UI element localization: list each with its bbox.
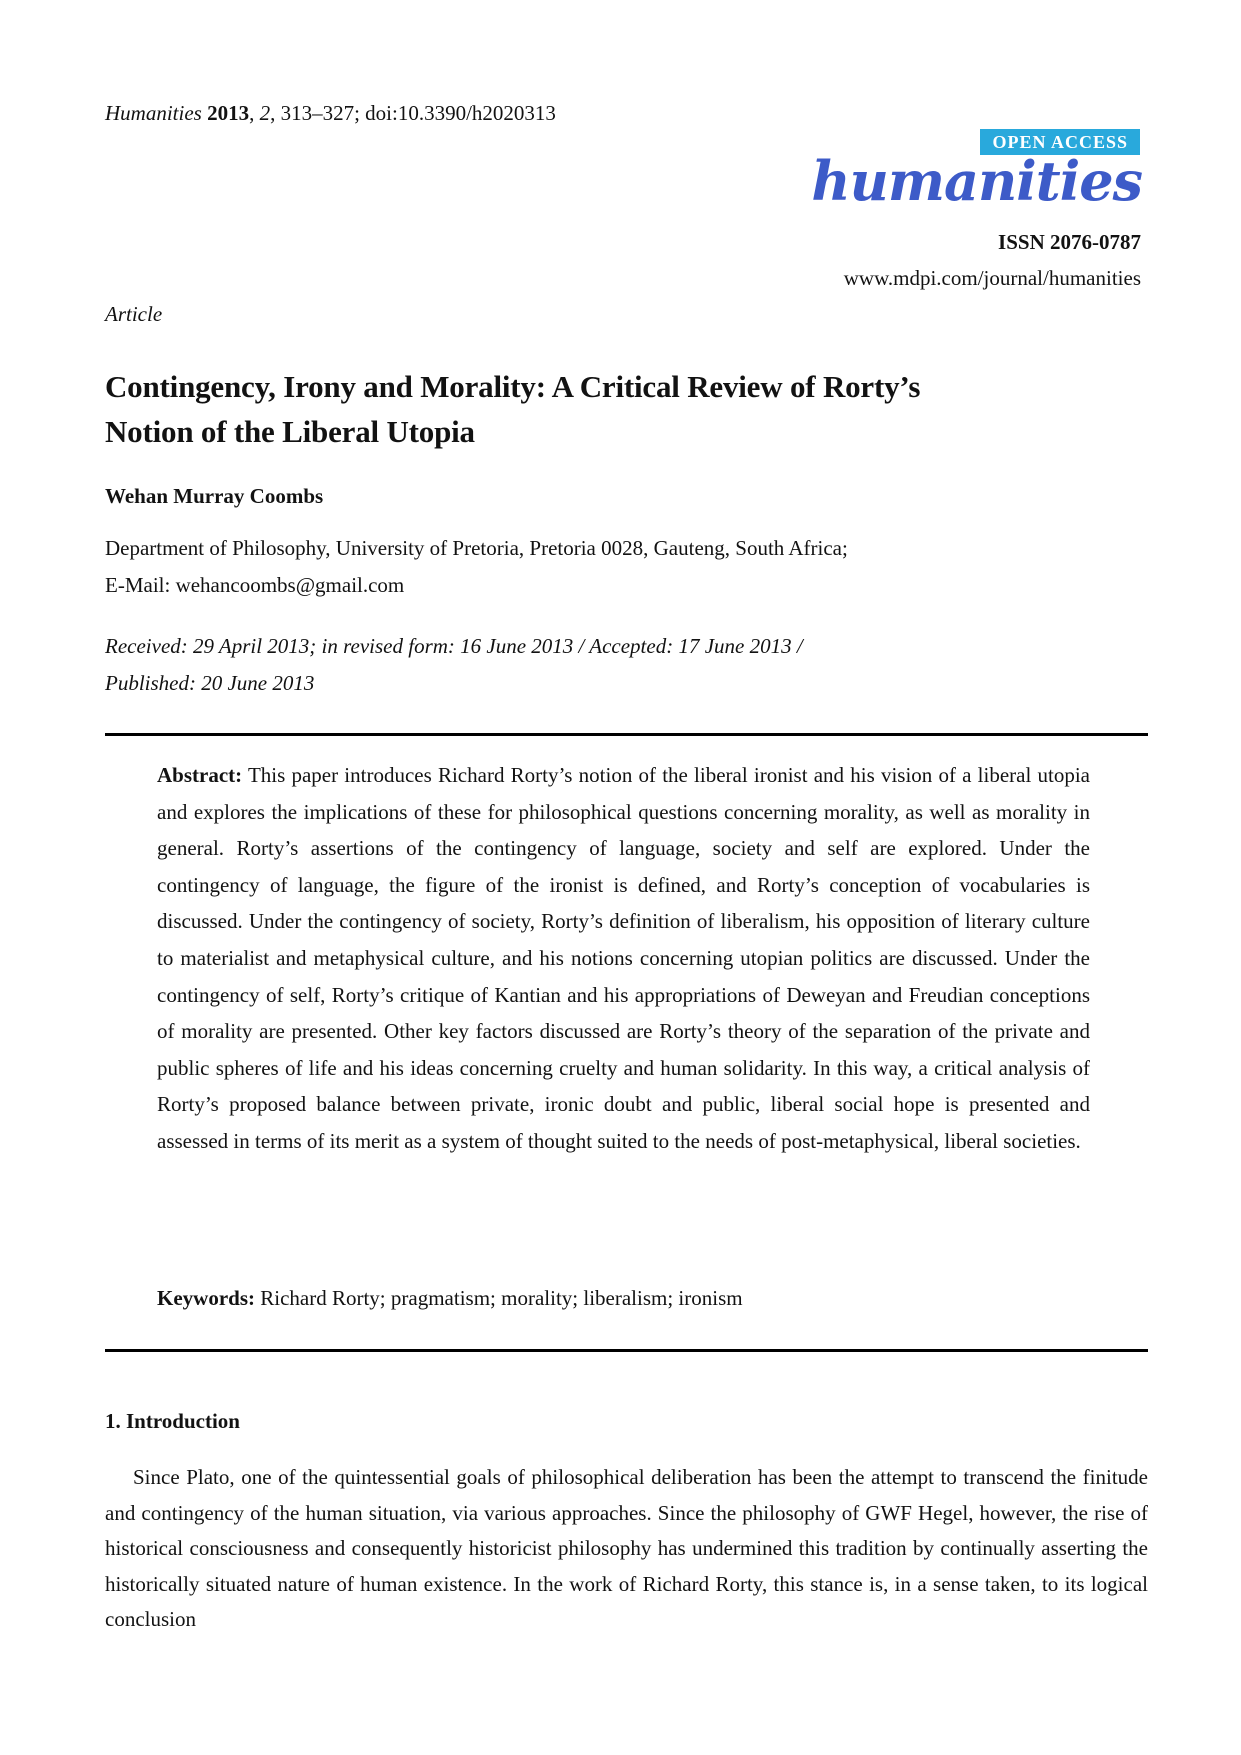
divider-bottom [105,1349,1148,1352]
journal-logo: humanities [811,149,1142,213]
abstract-paragraph [157,757,1090,1160]
affiliation-block [105,530,1148,604]
open-access-badge: OPEN ACCESS [980,129,1140,155]
affiliation-address: Department of Philosophy, University of Pretoria, Pretoria 0028, Gauteng, South Africa; [105,536,848,560]
keywords-line [157,1283,1090,1313]
citation-year: 2013 [207,101,250,125]
keywords-label: Keywords: [157,1286,255,1310]
published-date: Published: 20 June 2013 [105,671,315,695]
article-history [105,628,1148,702]
abstract-label: Abstract: [157,763,243,787]
author-name: Wehan Murray Coombs [105,484,324,508]
page-title [105,364,1148,454]
citation-pages-doi: , 313–327; doi:10.3390/h2020313 [270,101,556,125]
abstract-text: This paper introduces Richard Rorty’s notion of the liberal ironist and his vision of a liberal utopia and explores the implications of these for philosophical questions concerning morality, as well as morality in general. Rorty’s assertions of the contingency of language, society and self are explored. Under the contingency of language, the figure of the ironist is defined, and Rorty’s conception of vocabularies is discussed. Under the contingency of society, Rorty’s definition of liberalism, his opposition of literary culture to materialist and metaphysical culture, and his notions concerning utopian politics are discussed. Under the contingency of self, Rorty’s critique of Kantian and his appropriations of Deweyan and Freudian conceptions of morality are presented. Other key factors discussed are Rorty’s theory of the separation of the private and public spheres of life and his ideas concerning cruelty and human solidarity. In this way, a critical analysis of Rorty’s proposed balance between private, ironic doubt and public, liberal social hope is presented and assessed in terms of its merit as a system of thought suited to the needs of post-metaphysical, liberal societies. [157,763,1090,1153]
page-title-line2: Notion of the Liberal Utopia [105,414,475,449]
article-type-label: Article [105,302,163,326]
page-title-line1: Contingency, Irony and Morality: A Critical Review of Rorty’s [105,369,921,404]
journal-name: Humanities [105,101,202,125]
citation-volume: 2 [259,101,271,125]
header-citation [105,98,556,128]
author-email: E-Mail: wehancoombs@gmail.com [105,573,405,597]
citation-separator: , [249,101,260,125]
section-heading-introduction: 1. Introduction [105,1409,240,1433]
received-accepted-dates: Received: 29 April 2013; in revised form: 16 June 2013 / Accepted: 17 June 2013 / [105,634,803,658]
keywords-text: Richard Rorty; pragmatism; morality; liberalism; ironism [255,1286,743,1310]
journal-website-url: www.mdpi.com/journal/humanities [843,266,1141,290]
issn-number: ISSN 2076-0787 [998,230,1141,254]
introduction-paragraph: Since Plato, one of the quintessential goals of philosophical deliberation has been the attempt to transcend the finitude and contingency of the human situation, via various approaches. Since the philosophy of GWF Hegel, however, the rise of historical consciousness and consequently historicist philosophy has undermined this tradition by continually asserting the historically situated nature of human existence. In the work of Richard Rorty, this stance is, in a sense taken, to its logical conclusion [105,1465,1148,1631]
divider-top [105,733,1148,736]
